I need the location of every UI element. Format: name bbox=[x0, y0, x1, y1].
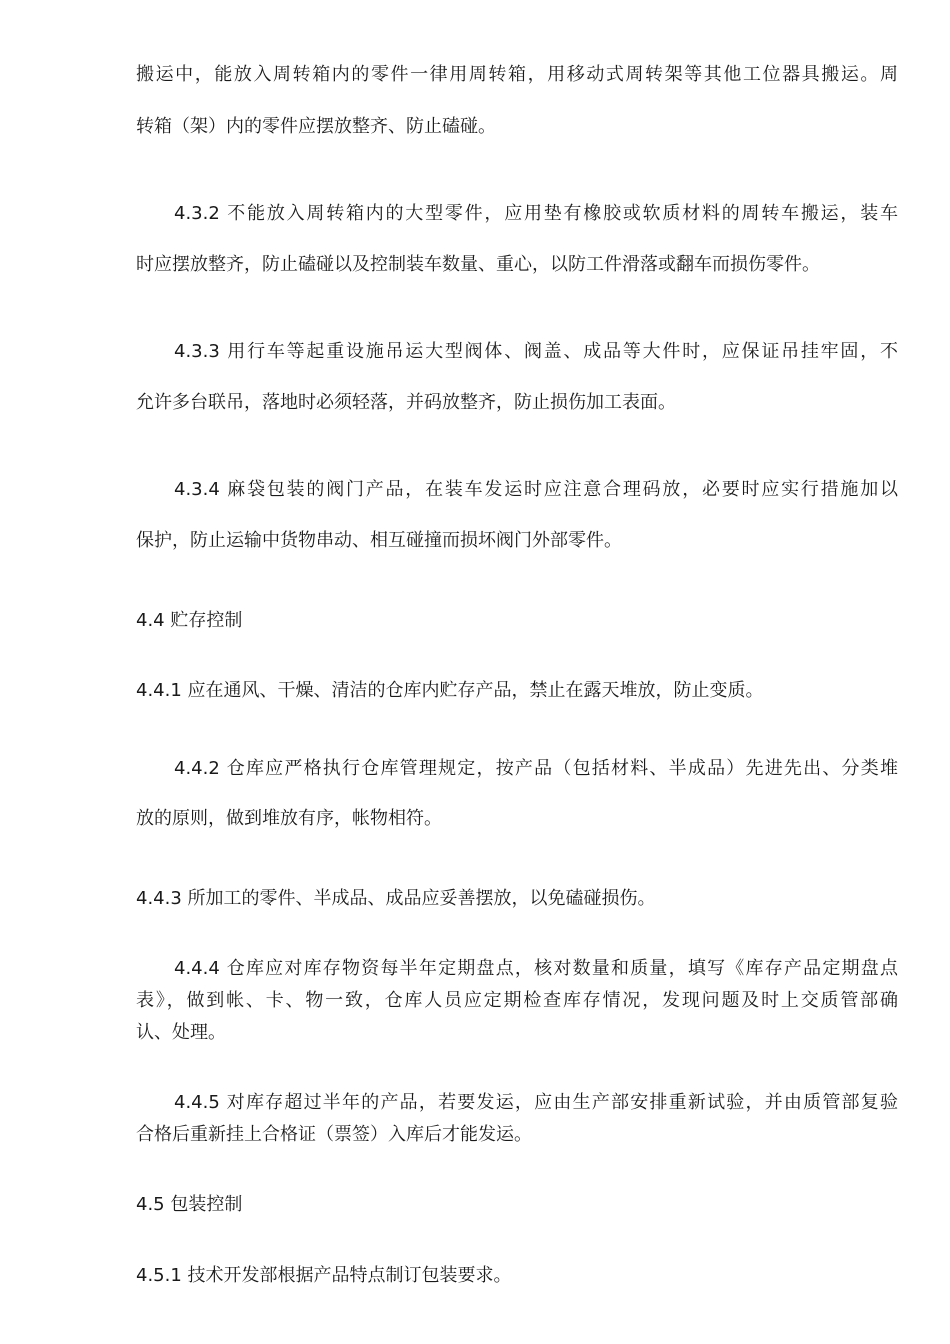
paragraph-4-4-2-line-1: 4.4.2 仓库应严格执行仓库管理规定，按产品（包括材料、半成品）先进先出、分类堆 bbox=[174, 758, 898, 779]
paragraph-4-4-2-line-2: 放的原则，做到堆放有序，帐物相符。 bbox=[136, 808, 442, 829]
paragraph-4-4-1: 4.4.1 应在通风、干燥、清洁的仓库内贮存产品，禁止在露天堆放，防止变质。 bbox=[136, 680, 764, 701]
paragraph-4-3-4-line-1: 4.3.4 麻袋包装的阀门产品，在装车发运时应注意合理码放，必要时应实行措施加以 bbox=[174, 479, 898, 500]
paragraph-intro-line-2: 转箱（架）内的零件应摆放整齐、防止磕碰。 bbox=[136, 116, 496, 137]
paragraph-4-4-5-line-1: 4.4.5 对库存超过半年的产品，若要发运，应由生产部安排重新试验，并由质管部复验 bbox=[174, 1092, 898, 1113]
paragraph-4-5-1: 4.5.1 技术开发部根据产品特点制订包装要求。 bbox=[136, 1265, 512, 1286]
paragraph-4-4-4-line-2: 表》，做到帐、卡、物一致，仓库人员应定期检查库存情况，发现问题及时上交质管部确 bbox=[136, 990, 898, 1011]
paragraph-4-4-4-line-3: 认、处理。 bbox=[136, 1022, 226, 1043]
paragraph-4-4-5-line-2: 合格后重新挂上合格证（票签）入库后才能发运。 bbox=[136, 1124, 532, 1145]
paragraph-4-3-4-line-2: 保护，防止运输中货物串动、相互碰撞而损坏阀门外部零件。 bbox=[136, 530, 622, 551]
paragraph-4-3-3-line-2: 允许多台联吊，落地时必须轻落，并码放整齐，防止损伤加工表面。 bbox=[136, 392, 676, 413]
paragraph-intro-line-1: 搬运中，能放入周转箱内的零件一律用周转箱，用移动式周转架等其他工位器具搬运。周 bbox=[136, 64, 898, 85]
paragraph-4-4-4-line-1: 4.4.4 仓库应对库存物资每半年定期盘点，核对数量和质量，填写《库存产品定期盘点 bbox=[174, 958, 898, 979]
paragraph-4-3-2-line-1: 4.3.2 不能放入周转箱内的大型零件，应用垫有橡胶或软质材料的周转车搬运，装车 bbox=[174, 203, 898, 224]
section-heading-4-4: 4.4 贮存控制 bbox=[136, 610, 243, 631]
paragraph-4-3-2-line-2: 时应摆放整齐，防止磕碰以及控制装车数量、重心，以防工件滑落或翻车而损伤零件。 bbox=[136, 254, 820, 275]
paragraph-4-4-3: 4.4.3 所加工的零件、半成品、成品应妥善摆放，以免磕碰损伤。 bbox=[136, 888, 656, 909]
paragraph-4-3-3-line-1: 4.3.3 用行车等起重设施吊运大型阀体、阀盖、成品等大件时，应保证吊挂牢固，不 bbox=[174, 341, 898, 362]
section-heading-4-5: 4.5 包装控制 bbox=[136, 1194, 243, 1215]
